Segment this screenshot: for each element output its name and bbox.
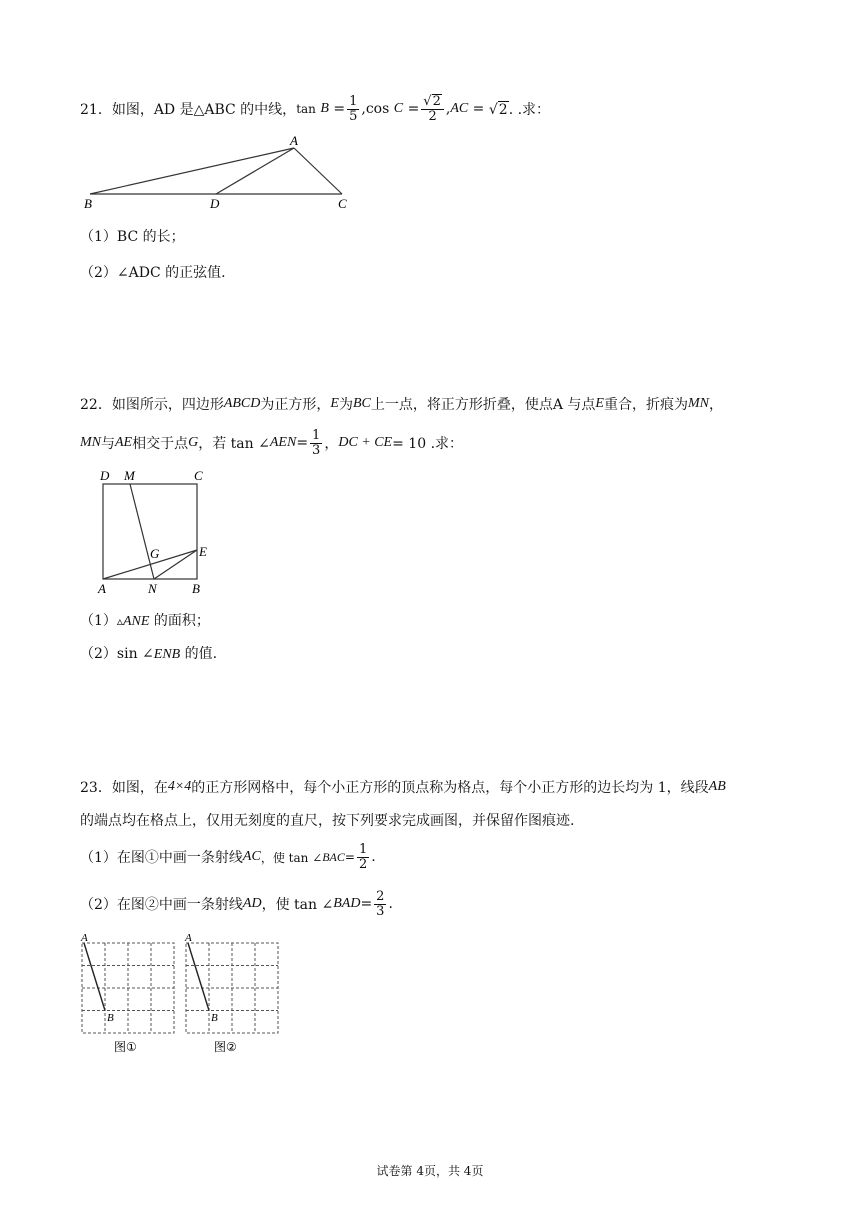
q22-var-g: G bbox=[188, 435, 199, 450]
q23-caption-1: 图① bbox=[114, 1040, 137, 1054]
q23-grid-figure-1 bbox=[76, 928, 180, 1056]
q22-segment-ne bbox=[154, 550, 197, 579]
q21-var-b: B bbox=[320, 101, 329, 116]
q22-frac bbox=[310, 429, 322, 457]
q21-frac-cosC bbox=[421, 94, 444, 123]
q22-text: ，若 tan ∠ bbox=[198, 436, 270, 452]
q21-tan: tan bbox=[296, 102, 316, 116]
q23-grid1-segment-ab bbox=[84, 943, 105, 1011]
q22-label-a: A bbox=[98, 581, 106, 596]
q23-grid2-label-b: B bbox=[211, 1012, 218, 1024]
q22-label-n: N bbox=[148, 581, 157, 596]
q22-enb: ENB bbox=[153, 647, 181, 662]
q22-line1 bbox=[80, 392, 723, 416]
q21-rad: 2 bbox=[432, 94, 441, 110]
q23-sub1 bbox=[80, 840, 376, 874]
q21-label-b: B bbox=[84, 196, 92, 211]
q22-bc: BC bbox=[352, 396, 371, 411]
q22-var-e2: E bbox=[595, 396, 604, 411]
sqrt-icon: √ bbox=[488, 101, 498, 118]
q23-text: ，使 tan ∠ bbox=[261, 897, 334, 913]
q22-label-c: C bbox=[194, 468, 203, 483]
q23-frac2 bbox=[374, 890, 386, 918]
q23-eq2: = bbox=[360, 896, 373, 912]
q22-abcd: ABCD bbox=[223, 396, 261, 411]
q23-bac: BAC bbox=[322, 849, 345, 864]
q23-grid-size: 4×4 bbox=[167, 779, 192, 794]
q21-stem bbox=[80, 92, 550, 126]
q23-text: 23．如图，在 bbox=[80, 780, 168, 796]
q22-dc-ce: DC + CE bbox=[338, 435, 393, 450]
q23-text: 的正方形网格中，每个小正方形的顶点称为格点，每个小正方形的边长均为 1，线段 bbox=[191, 780, 709, 796]
q23-grid-figure-2 bbox=[180, 928, 284, 1056]
q22-text: 22．如图所示，四边形 bbox=[80, 397, 224, 413]
q22-sub2-prefix: （2）sin ∠ bbox=[80, 646, 154, 662]
q22-sub2-suffix: 的值. bbox=[180, 646, 218, 662]
q22-ane: ANE bbox=[122, 614, 150, 629]
q22-text: ， bbox=[324, 436, 339, 452]
q23-frac2-den: 3 bbox=[376, 903, 385, 919]
q23-grid2-label-a: A bbox=[185, 932, 192, 944]
q22-text: 相交于点 bbox=[132, 436, 189, 452]
q22-label-m: M bbox=[124, 468, 135, 483]
q23-line1 bbox=[80, 776, 726, 798]
q22-text: 为正方形， bbox=[260, 397, 331, 413]
q23-text: （1）在图①中画一条射线 bbox=[80, 850, 243, 866]
q23-text: ，使 tan ∠ bbox=[260, 850, 323, 865]
q23-text: （2）在图②中画一条射线 bbox=[80, 897, 243, 913]
q23-grid2-segment-ab bbox=[188, 943, 209, 1011]
q23-sub2 bbox=[80, 886, 393, 922]
q21-frac-num: 1 bbox=[349, 93, 358, 109]
q22-text: ， bbox=[708, 397, 723, 413]
sqrt-icon: √ bbox=[423, 94, 432, 110]
q22-eq: = bbox=[296, 435, 309, 451]
q21-ac: AC bbox=[450, 101, 469, 116]
q21-frac-tanB bbox=[347, 95, 359, 123]
q21-frac-den2: 2 bbox=[428, 109, 437, 124]
q22-label-g: G bbox=[150, 546, 160, 561]
q21-triangle-figure bbox=[80, 132, 370, 212]
q22-sub2 bbox=[80, 643, 217, 663]
q21-frac-den: 5 bbox=[349, 108, 358, 124]
q23-frac1 bbox=[357, 843, 369, 871]
q21-label-c: C bbox=[338, 196, 347, 211]
q22-sub1 bbox=[80, 610, 210, 630]
q22-ae: AE bbox=[115, 435, 133, 450]
q23-caption-2: 图② bbox=[214, 1040, 237, 1054]
q22-var-e: E bbox=[330, 396, 339, 411]
q21-label-a: A bbox=[290, 133, 298, 148]
triangle-icon: ▵ bbox=[116, 614, 123, 628]
q22-mn2: MN bbox=[80, 435, 101, 450]
page-footer: 试卷第 4页，共 4页 bbox=[376, 1164, 484, 1178]
q23-ac: AC bbox=[242, 849, 261, 864]
q22-aen: AEN bbox=[269, 435, 297, 450]
q23-frac1-num: 1 bbox=[358, 841, 368, 857]
q21-segment-ac bbox=[294, 148, 342, 194]
q21-rad2: 2 bbox=[498, 101, 508, 118]
q23-grid1-label-a: A bbox=[81, 932, 88, 944]
q22-text: 重合，折痕为 bbox=[603, 397, 688, 413]
q23-eq: = bbox=[344, 850, 355, 864]
q21-segment-ab bbox=[90, 148, 294, 194]
q21-lead-text: 21．如图，AD 是△ABC 的中线， bbox=[80, 102, 297, 118]
q21-segment-ad bbox=[216, 148, 294, 194]
q22-text: 上一点，将正方形折叠，使点A 与点 bbox=[370, 397, 596, 413]
q22-line2 bbox=[80, 426, 463, 460]
q23-dot1: . bbox=[371, 849, 376, 865]
q23-ad: AD bbox=[242, 896, 262, 911]
q22-sub1-suffix: 的面积； bbox=[149, 613, 210, 629]
q22-label-b: B bbox=[192, 581, 200, 596]
q23-frac1-den: 2 bbox=[358, 856, 368, 872]
q21-var-c: C bbox=[393, 101, 404, 116]
q21-label-d: D bbox=[210, 196, 220, 211]
q23-grid1-label-b: B bbox=[107, 1012, 114, 1024]
q21-tail: . .求： bbox=[508, 102, 551, 118]
q21-cos: cos bbox=[365, 101, 390, 117]
q22-text: = 10 .求： bbox=[392, 436, 464, 452]
q23-bad: BAD bbox=[333, 896, 361, 911]
q22-frac-den: 3 bbox=[312, 442, 321, 458]
q23-ab: AB bbox=[708, 779, 726, 794]
q21-eq3: = bbox=[472, 101, 485, 117]
q21-comma1: , bbox=[361, 101, 366, 117]
q22-frac-num: 1 bbox=[312, 427, 321, 443]
q21-eq: = bbox=[333, 101, 346, 117]
q22-label-d: D bbox=[100, 468, 110, 483]
q21-comma2: , bbox=[445, 101, 451, 117]
q22-text: 为 bbox=[338, 397, 353, 413]
q22-label-e: E bbox=[199, 544, 207, 559]
q23-frac2-num: 2 bbox=[376, 888, 385, 904]
q23-dot2: . bbox=[388, 896, 393, 912]
q22-text: 与 bbox=[101, 436, 115, 452]
q22-sub1-prefix: （1） bbox=[80, 613, 117, 629]
q21-sub1: （1）BC 的长； bbox=[80, 229, 185, 245]
q23-line2: 的端点均在格点上，仅用无刻度的直尺，按下列要求完成画图，并保留作图痕迹. bbox=[80, 813, 575, 829]
q22-mn: MN bbox=[687, 396, 709, 411]
q21-sub2: （2）∠ADC 的正弦值. bbox=[80, 265, 226, 281]
q22-square-figure bbox=[90, 466, 220, 596]
q21-eq2: = bbox=[407, 101, 420, 117]
